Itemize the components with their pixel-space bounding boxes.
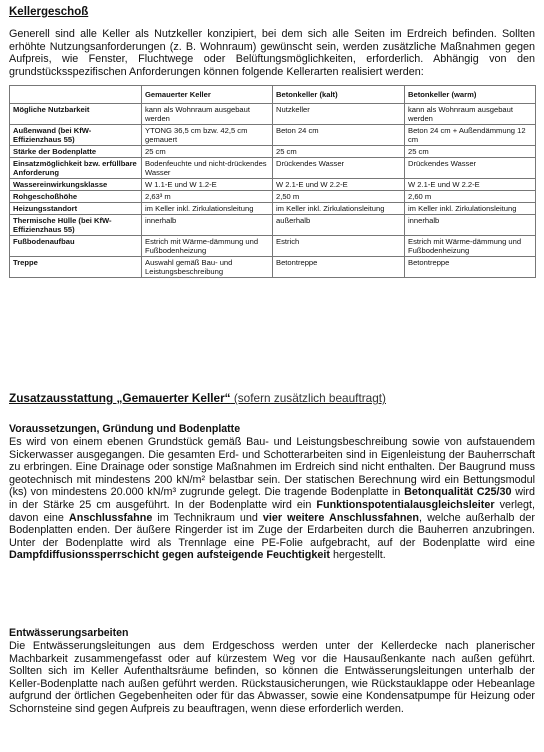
entwaesserung-paragraph-block [9,640,535,716]
intro-paragraph: Generell sind alle Keller als Nutzkeller konzipiert, bei dem sich alle Seiten im Erdreich befinden. Sollten erhöhte Nutzungsanforderungen (z. B. Wohnraum) gewünscht sein, werden zusätzliche Maßnahmen gegen Aufpreis, wie Fenster, Fluchtwege oder Belüftungsmöglichkeiten, erforderlich. Abhängig von den grundstücksspezifischen Anforderungen können folgende Kellerarten realisiert werden: [9,28,535,78]
text-run: Es wird von einem ebenen Grundstück gemäß Bau- und Leistungsbeschreibung sowie von aufstauendem Sickerwasser ausgegangen. Die gesamten Erd- und Schotterarbeiten sind in Eigenleistung der Bauherrschaft zu erbringen. Eine Drainage oder sonstige Maßnahmen im Erdreich sind nicht enthalten. Der Baugrund muss geotechnisch mit mindestens 200 kN/m² belastbar sein. Der statischen Berechnung wird ein Bettungsmodul (ks) von mindestens 20.000 kN/m³ zugrunde gelegt. Die tragende Bodenplatte in [9,436,535,499]
text-run: im Technikraum und [152,511,263,524]
table-header-cell: Gemauerter Keller [142,86,273,104]
table-row-header-cell: Heizungsstandort [10,203,142,215]
table-cell: 2,63³ m [142,191,273,203]
table-cell: Drückendes Wasser [273,158,405,179]
table-row [10,125,536,146]
document-page [9,6,535,278]
table-header-row [10,86,536,104]
table-header-cell: Betonkeller (kalt) [273,86,405,104]
table-cell: Auswahl gemäß Bau- und Leistungsbeschreibung [142,257,273,278]
table-cell: 2,50 m [273,191,405,203]
table-row-header-cell: Stärke der Bodenplatte [10,146,142,158]
table-cell: W 1.1-E und W 1.2-E [142,179,273,191]
table-header-cell [10,86,142,104]
text-run: verlegt, davon eine [9,498,535,524]
table-row [10,257,536,278]
table-cell: innerhalb [142,215,273,236]
bold-run: Dampfdiffusionssperrschicht gegen aufsteigende Feuchtigkeit [9,549,330,562]
text-run: hergestellt. [329,549,386,562]
table-row [10,146,536,158]
table-cell: W 2.1-E und W 2.2-E [405,179,536,191]
subheading-entwaesserung: Entwässerungsarbeiten [9,627,129,639]
table-cell: Estrich mit Wärme-dämmung und Fußbodenheizung [405,236,536,257]
table-row-header-cell: Rohgeschoßhöhe [10,191,142,203]
table-cell: Drückendes Wasser [405,158,536,179]
section-title-kellergeschoss: Kellergeschoß [9,6,89,18]
kellerarten-table [9,85,536,278]
table-cell: 25 cm [273,146,405,158]
table-cell: 2,60 m [405,191,536,203]
table-cell: 25 cm [405,146,536,158]
section-title-zusatzausstattung [9,391,386,405]
table-cell: kann als Wohnraum ausgebaut werden [142,104,273,125]
table-row [10,179,536,191]
section-title-text: Zusatzausstattung „Gemauerter Keller“ [9,391,231,405]
table-row [10,215,536,236]
table-row-header-cell: Treppe [10,257,142,278]
table-cell: außerhalb [273,215,405,236]
table-row [10,158,536,179]
table-cell: Betontreppe [405,257,536,278]
table-row-header-cell: Thermische Hülle (bei KfW-Effizienzhaus 55) [10,215,142,236]
entwaesserung-paragraph: Die Entwässerungsleitungen aus dem Erdgeschoss werden unter der Kellerdecke nach planerischer Machbarkeit zusammengefasst oder auf kürzestem Weg vor die Hausaußenkante nach außen geführt. Sollten sich im Keller Aufenthaltsräume befinden, so können die Entwässerungsleitungen unterhalb der Keller-Bodenplatte nach außen geführt werden. Rückstausicherungen, wie Rückstauklappe oder Hebeanlage aufgrund der örtlichen Gegebenheiten oder für das Abwasser, sowie eine Kondensatpumpe für Heizung oder Schornsteine sind gegen Aufpreis zu beauftragen, wenn diese erforderlich werden. [9,640,535,715]
bold-run: Funktionspotentialausgleichsleiter [316,498,495,511]
table-cell: im Keller inkl. Zirkulationsleitung [142,203,273,215]
table-row-header-cell: Wassereinwirkungsklasse [10,179,142,191]
table-cell: Beton 24 cm [273,125,405,146]
gruendung-paragraph [9,436,535,562]
table-cell: innerhalb [405,215,536,236]
table-cell: Nutzkeller [273,104,405,125]
table-row [10,236,536,257]
table-header-cell: Betonkeller (warm) [405,86,536,104]
table-row [10,104,536,125]
gruendung-paragraph-block [9,436,535,562]
bold-run: Anschlussfahne [68,511,153,524]
table-cell: Beton 24 cm + Außendämmung 12 cm [405,125,536,146]
bold-run: Betonqualität C25/30 [404,486,512,499]
table-cell: im Keller inkl. Zirkulationsleitung [405,203,536,215]
table-cell: Betontreppe [273,257,405,278]
table-cell: Estrich mit Wärme-dämmung und Fußbodenheizung [142,236,273,257]
table-cell: im Keller inkl. Zirkulationsleitung [273,203,405,215]
table-row [10,203,536,215]
table-cell: YTONG 36,5 cm bzw. 42,5 cm gemauert [142,125,273,146]
text-run: , welche außerhalb der Bodenplatten enden. Der äußere Ringerder ist im Zuge der Erdarbeiten durch die Bauherren anzubringen. Unter der Bodenplatte wird als Trennlage eine PE-Folie aufgebracht, auf der Bodenplatte wird eine [9,511,535,549]
table-row-header-cell: Mögliche Nutzbarkeit [10,104,142,125]
text-run: wird in der Stärke 25 cm ausgeführt. In der Bodenplatte wird ein [9,486,536,511]
table-row-header-cell: Fußbodenaufbau [10,236,142,257]
table-cell: W 2.1-E und W 2.2-E [273,179,405,191]
table-cell: kann als Wohnraum ausgebaut werden [405,104,536,125]
section-title-note: (sofern zusätzlich beauftragt) [230,391,386,405]
subheading-gruendung: Voraussetzungen, Gründung und Bodenplatte [9,423,241,435]
table-cell: 25 cm [142,146,273,158]
bold-run: vier weitere Anschlussfahnen [262,511,420,524]
table-row-header-cell: Außenwand (bei KfW-Effizienzhaus 55) [10,125,142,146]
table-cell: Estrich [273,236,405,257]
table-row [10,191,536,203]
table-cell: Bodenfeuchte und nicht-drückendes Wasser [142,158,273,179]
table-row-header-cell: Einsatzmöglichkeit bzw. erfüllbare Anforderung [10,158,142,179]
